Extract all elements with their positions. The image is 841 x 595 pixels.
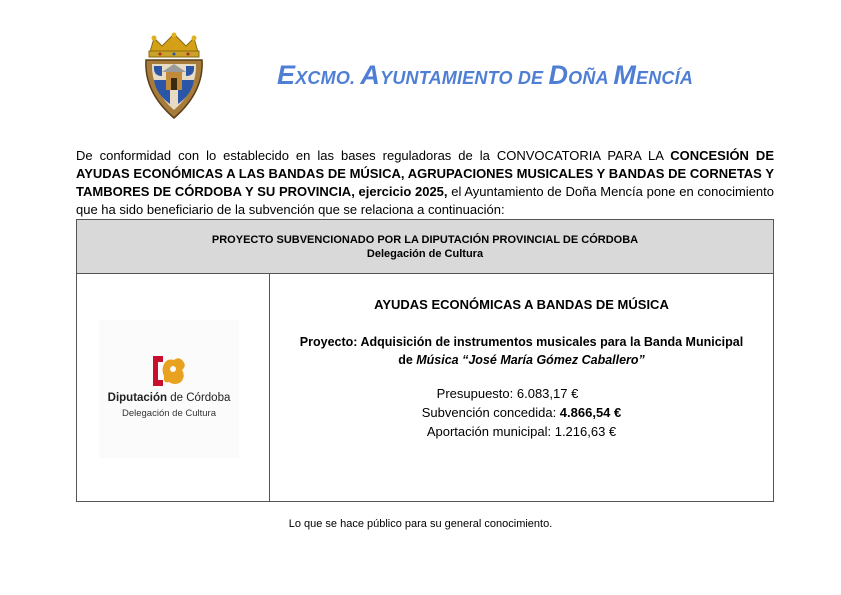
municipal-label: Aportación municipal: <box>426 424 555 439</box>
logo-org-bold: Diputación <box>107 392 168 404</box>
logo-cell <box>77 274 270 501</box>
title-part: XCMO. <box>295 68 361 88</box>
table-header-title: PROYECTO SUBVENCIONADO POR LA DIPUTACIÓN PROVINCIAL DE CÓRDOBA <box>211 234 639 246</box>
title-part: YUNTAMIENTO DE <box>380 68 549 88</box>
intro-convocatoria-bold: CONCESIÓN DE AYUDAS ECONÓMICAS A LAS BANDAS DE MÚSICA, AGRUPACIONES MUSICALES Y BANDAS DE CORNETAS Y TAMBORES DE CÓRDOBA Y SU PROVINCIA, ejercicio 2025, <box>76 148 774 199</box>
project-line-2-prefix: de <box>398 353 417 367</box>
table-header <box>77 220 773 274</box>
diputacion-logo <box>99 320 239 458</box>
project-description <box>270 333 773 369</box>
intro-paragraph <box>76 147 774 219</box>
title-part: A <box>360 60 381 90</box>
logo-org-name <box>99 392 239 404</box>
subsidy-table <box>76 219 774 502</box>
program-title: AYUDAS ECONÓMICAS A BANDAS DE MÚSICA <box>374 297 669 312</box>
title-part: M <box>613 60 637 90</box>
closing-statement: Lo que se hace público para su general conocimiento. <box>288 518 553 530</box>
coat-of-arms-icon <box>140 32 208 122</box>
title-part: D <box>548 60 569 90</box>
grant-value: 4.866,54 € <box>559 405 622 420</box>
details-cell <box>270 274 773 501</box>
funding-breakdown <box>270 384 773 441</box>
budget-value: 6.083,17 € <box>516 386 579 401</box>
page-title <box>277 60 693 91</box>
title-part: ENCÍA <box>636 68 694 88</box>
diputacion-cordoba-logo-icon <box>149 354 189 388</box>
intro-text-start: De conformidad con lo establecido en las bases reguladoras de la CONVOCATORIA PARA LA <box>76 148 671 163</box>
band-name: Música “José María Gómez Caballero” <box>416 353 645 367</box>
title-part: OÑA <box>568 68 614 88</box>
logo-org-rest: de Córdoba <box>167 392 231 404</box>
budget-label: Presupuesto: <box>436 386 517 401</box>
grant-row <box>270 403 773 422</box>
municipal-value: 1.216,63 € <box>554 424 617 439</box>
title-part: E <box>277 60 296 90</box>
project-line-2 <box>270 351 773 369</box>
budget-row <box>256 384 759 403</box>
intro-text-end: el Ayuntamiento de Doña Mencía pone en conocimiento que ha sido beneficiario de la subvención que se relaciona a continuación: <box>76 184 774 217</box>
table-header-subtitle: Delegación de Cultura <box>366 248 484 260</box>
grant-label: Subvención concedida: <box>421 405 560 420</box>
logo-dept: Delegación de Cultura <box>121 408 216 419</box>
project-line-1: Proyecto: Adquisición de instrumentos musicales para la Banda Municipal <box>299 335 744 349</box>
municipal-row <box>270 422 773 441</box>
